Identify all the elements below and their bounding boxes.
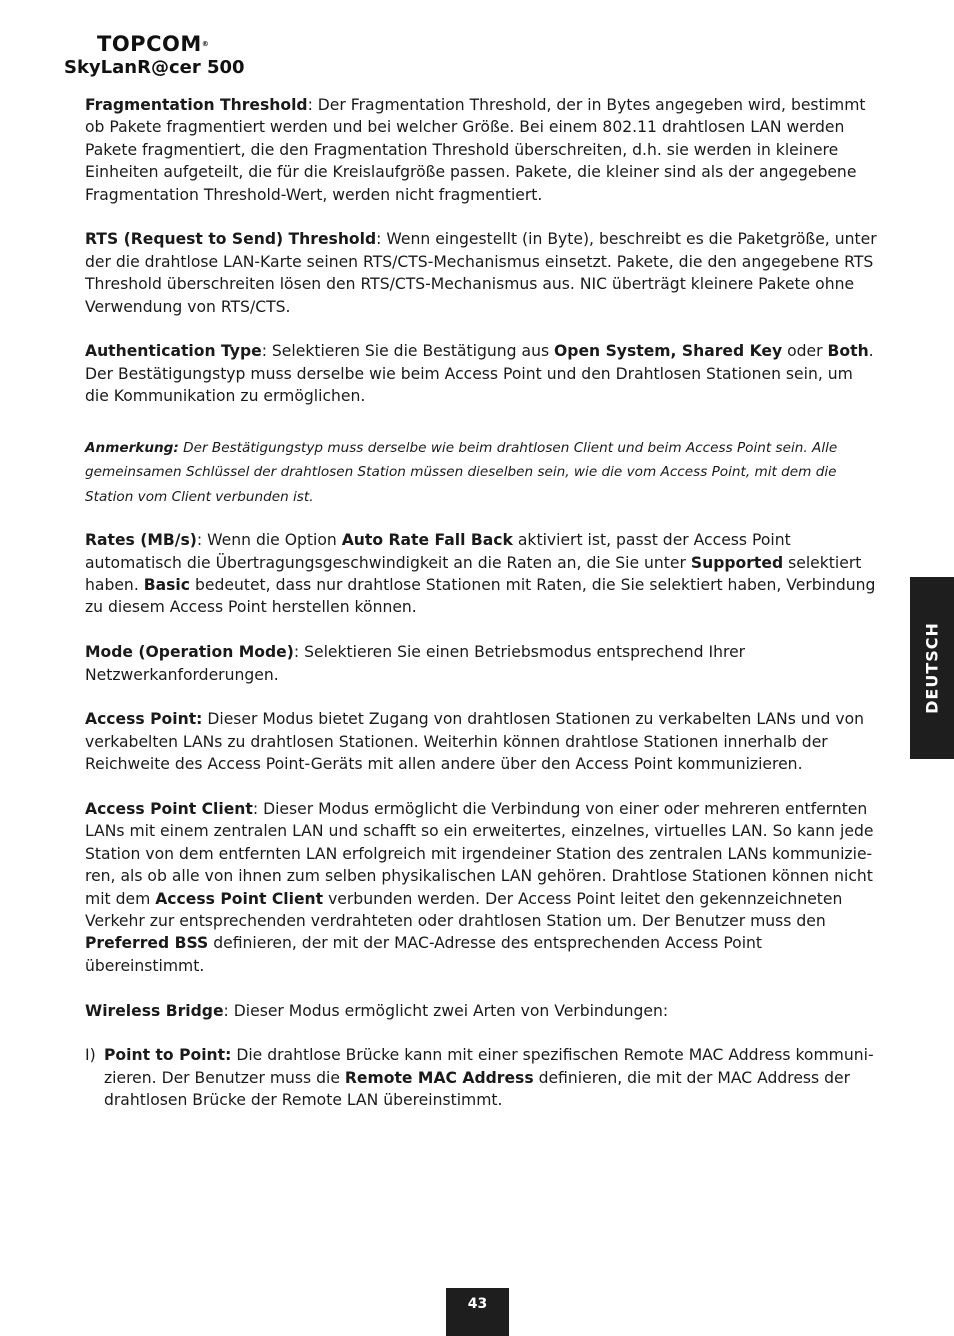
term: Authentication Type: [85, 342, 262, 361]
text: definieren, die mit der MAC Address der drahtlosen Brücke der Remote LAN übereinstimmt.: [104, 1068, 851, 1110]
text: : Wenn die Option: [196, 531, 342, 550]
paragraph-access-point: [85, 708, 877, 775]
language-tab: [910, 577, 954, 759]
list-number: I): [85, 1046, 96, 1065]
emphasis: Open System, Shared Key: [554, 342, 783, 361]
brand-name: TOPCOM: [97, 32, 202, 56]
text: : Selektieren Sie einen Betriebsmodus entsprechend Ihrer Netzwerkanforderungen.: [85, 643, 746, 684]
emphasis: Auto Rate Fall Back: [341, 531, 513, 550]
text: definieren, der mit der MAC-Adresse des entsprechenden Access Point übereinstimmt.: [85, 934, 763, 975]
emphasis: Basic: [143, 575, 191, 594]
brand-logo: [97, 32, 245, 56]
text: Die drahtlose Brücke kann mit einer spezifischen Remote MAC Address kommuni-zieren. Der Benutzer muss die: [104, 1046, 874, 1087]
text: verbunden werden. Der Access Point leitet den gekennzeichneten Verkehr zur entsprechenden verdrahteten oder drahtlosen Station um. Der Benutzer muss den: [85, 889, 843, 931]
text: . Der Bestätigungstyp muss derselbe wie beim Access Point und den Drahtlosen Stationen sein, um die Kommunikation zu ermöglichen.: [85, 342, 874, 406]
note-label: Anmerkung:: [85, 439, 179, 456]
term: Access Point:: [85, 710, 203, 729]
term: RTS (Request to Send) Threshold: [85, 230, 377, 249]
term: Point to Point:: [104, 1046, 232, 1065]
paragraph-rates: [85, 529, 877, 619]
emphasis: Access Point Client: [155, 889, 324, 908]
emphasis: Supported: [690, 553, 784, 572]
product-name: SkyLanR@cer 500: [64, 57, 245, 78]
note: [85, 436, 877, 510]
term: Fragmentation Threshold: [85, 96, 308, 114]
paragraph-fragmentation: [85, 94, 877, 206]
body-text: [85, 94, 877, 1112]
page-header: [64, 32, 245, 79]
text: : Dieser Modus ermöglicht die Verbindung von einer oder mehreren entfernten LANs mit einem zentralen LAN und schafft so ein erweitertes, einzelnes, virtuelles LAN. So kann jede Station von dem entfernten LAN erfolgreich mit irgendeiner Station des zentralen LANs kommunizie-ren, als ob alle von ihnen zum selben physikalischen LAN gehören. Drahtlose Stationen können nicht mit dem: [85, 799, 874, 908]
text: aktiviert ist, passt der Access Point automatisch die Übertragungsgeschwindigkeit an die Raten an, die Sie unter: [85, 531, 791, 572]
emphasis: Remote MAC Address: [344, 1068, 534, 1087]
note-text: Der Bestätigungstyp muss derselbe wie beim drahtlosen Client und beim Access Point sein. Alle gemeinsamen Schlüssel der drahtlosen Station müssen dieselben sein, wie die vom Access Point, mit dem die Station vom Client verbunden ist.: [85, 439, 838, 505]
paragraph-wireless-bridge: [85, 1000, 877, 1022]
text: : Dieser Modus ermöglicht zwei Arten von Verbindungen:: [223, 1001, 669, 1020]
language-label: DEUTSCH: [922, 622, 942, 714]
emphasis: Both: [827, 342, 869, 361]
page-number: 43: [446, 1288, 509, 1336]
registered-mark: ®: [201, 40, 210, 48]
term: Access Point Client: [85, 799, 253, 818]
text: : Wenn eingestellt (in Byte), beschreibt es die Paketgröße, unter der die drahtlose LAN-Karte seinen RTS/CTS-Mechanismus einsetzt. Pakete, die den angegebene RTS Threshold überschreiten lösen den RTS/CTS-Mechanismus aus. NIC überträgt kleinere Pakete ohne Verwendung von RTS/CTS.: [85, 230, 877, 316]
paragraph-mode: [85, 641, 877, 686]
text: selektiert haben.: [85, 553, 862, 594]
term: Wireless Bridge: [85, 1001, 224, 1020]
list-item-point-to-point: [85, 1044, 877, 1111]
text: oder: [782, 342, 828, 361]
term: Rates (MB/s): [85, 531, 197, 550]
list-text: [104, 1044, 877, 1111]
text: Dieser Modus bietet Zugang von drahtlosen Stationen zu verkabelten LANs und von verkabelten LANs zu drahtlosen Stationen. Weiterhin können drahtlose Stationen innerhalb der Reichweite des Access Point-Geräts mit allen andere über den Access Point kommunizieren.: [85, 710, 865, 774]
paragraph-rts: [85, 228, 877, 318]
term: Mode (Operation Mode): [85, 643, 294, 662]
text: : Der Fragmentation Threshold, der in Bytes angegeben wird, bestimmt ob Pakete fragmentiert werden und bei welcher Größe. Bei einem 802.11 drahtlosen LAN werden Pakete fragmentiert, die den Fragmentation Threshold überschreiten, d.h. sie werden in kleinere Einheiten aufgeteilt, die für die Kreislaufgröße passen. Pakete, die kleiner sind als der angegebene Fragmentation Threshold-Wert, werden nicht fragmentiert.: [85, 96, 866, 204]
text: : Selektieren Sie die Bestätigung aus: [261, 342, 555, 361]
text: bedeutet, dass nur drahtlose Stationen mit Raten, die Sie selektiert haben, Verbindung zu diesem Access Point herstellen können.: [85, 575, 876, 617]
emphasis: Preferred BSS: [85, 934, 209, 953]
paragraph-access-point-client: [85, 798, 877, 977]
paragraph-authentication: [85, 340, 877, 407]
